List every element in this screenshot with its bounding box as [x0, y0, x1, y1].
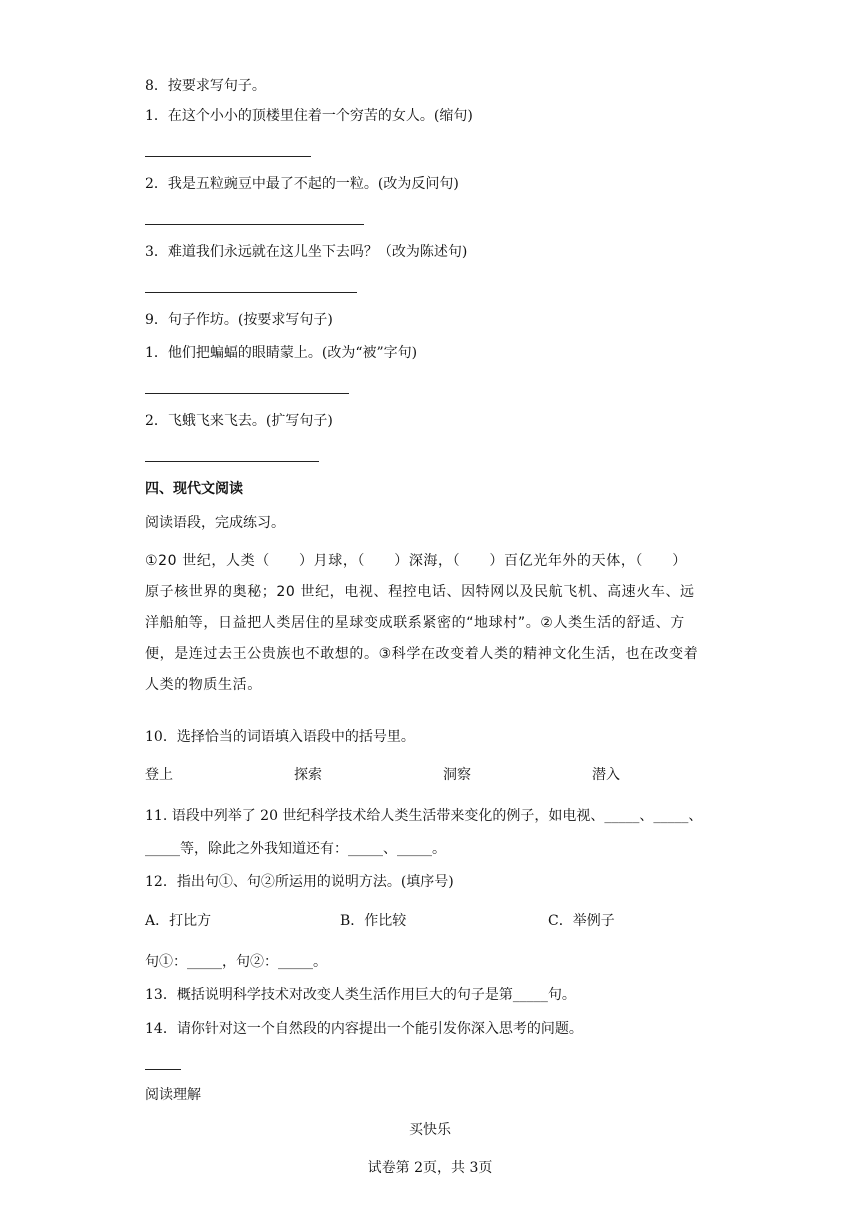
- reading-label: 阅读理解: [145, 1087, 201, 1103]
- choice-option-c: C．举例子: [548, 913, 615, 929]
- q9-title: 9．句子作坊。(按要求写句子): [145, 312, 333, 328]
- q8-title: 8．按要求写句子。: [145, 78, 266, 94]
- passage-line: 人类的物质生活。: [145, 677, 262, 693]
- story-title: 买快乐: [409, 1122, 451, 1138]
- q13-text: 13．概括说明科学技术对改变人类生活作用巨大的句子是第_____句。: [145, 987, 576, 1003]
- passage-line: 洋船舶等，日益把人类居住的星球变成联系紧密的“地球村”。②人类生活的舒适、方: [145, 615, 685, 631]
- q12-title: 12．指出句①、句②所运用的说明方法。(填序号): [145, 874, 454, 890]
- q8-item-2: 2．我是五粒豌豆中最了不起的一粒。(改为反问句): [145, 176, 459, 192]
- section-heading: 四、现代文阅读: [145, 481, 243, 497]
- answer-line[interactable]: [145, 393, 349, 394]
- choice-option-b: B．作比较: [340, 913, 407, 929]
- answer-line[interactable]: [145, 461, 319, 462]
- answer-line[interactable]: [145, 224, 364, 225]
- choice-option-a: A．打比方: [145, 913, 212, 929]
- q12-answer-line: 句①：_____，句②：_____。: [145, 954, 327, 970]
- word-option: 登上: [145, 767, 173, 783]
- q8-item-1: 1．在这个小小的顶楼里住着一个穷苦的女人。(缩句): [145, 108, 473, 124]
- word-option: 探索: [294, 767, 322, 783]
- answer-line[interactable]: [145, 156, 311, 157]
- q14-text: 14．请你针对这一个自然段的内容提出一个能引发你深入思考的问题。: [145, 1021, 583, 1037]
- reading-instruction: 阅读语段，完成练习。: [145, 515, 285, 531]
- q11-line-1: 11. 语段中列举了 20 世纪科学技术给人类生活带来变化的例子，如电视、_____、_____、: [145, 808, 703, 824]
- passage: [145, 546, 720, 701]
- word-option: 洞察: [443, 767, 471, 783]
- answer-line[interactable]: [145, 1069, 181, 1070]
- q11-line-2: _____等，除此之外我知道还有：_____、_____。: [145, 841, 446, 857]
- q9-item-1: 1．他们把蝙蝠的眼睛蒙上。(改为“被”字句): [145, 345, 418, 361]
- page-footer: 试卷第 2页，共 3页: [367, 1160, 493, 1176]
- q8-item-3: 3．难道我们永远就在这儿坐下去吗？（改为陈述句): [145, 244, 468, 260]
- word-option: 潜入: [592, 767, 620, 783]
- passage-line: 便，是连过去王公贵族也不敢想的。③科学在改变着人类的精神文化生活，也在改变着: [145, 646, 699, 662]
- q10-title: 10．选择恰当的词语填入语段中的括号里。: [145, 729, 415, 745]
- passage-line: ①20 世纪，人类（ ）月球，（ ）深海，（ ）百亿光年外的天体，（ ）: [145, 553, 687, 569]
- answer-line[interactable]: [145, 292, 357, 293]
- passage-line: 原子核世界的奥秘；20 世纪，电视、程控电话、因特网以及民航飞机、高速火车、远: [145, 584, 695, 600]
- q9-item-2: 2．飞蛾飞来飞去。(扩写句子): [145, 413, 333, 429]
